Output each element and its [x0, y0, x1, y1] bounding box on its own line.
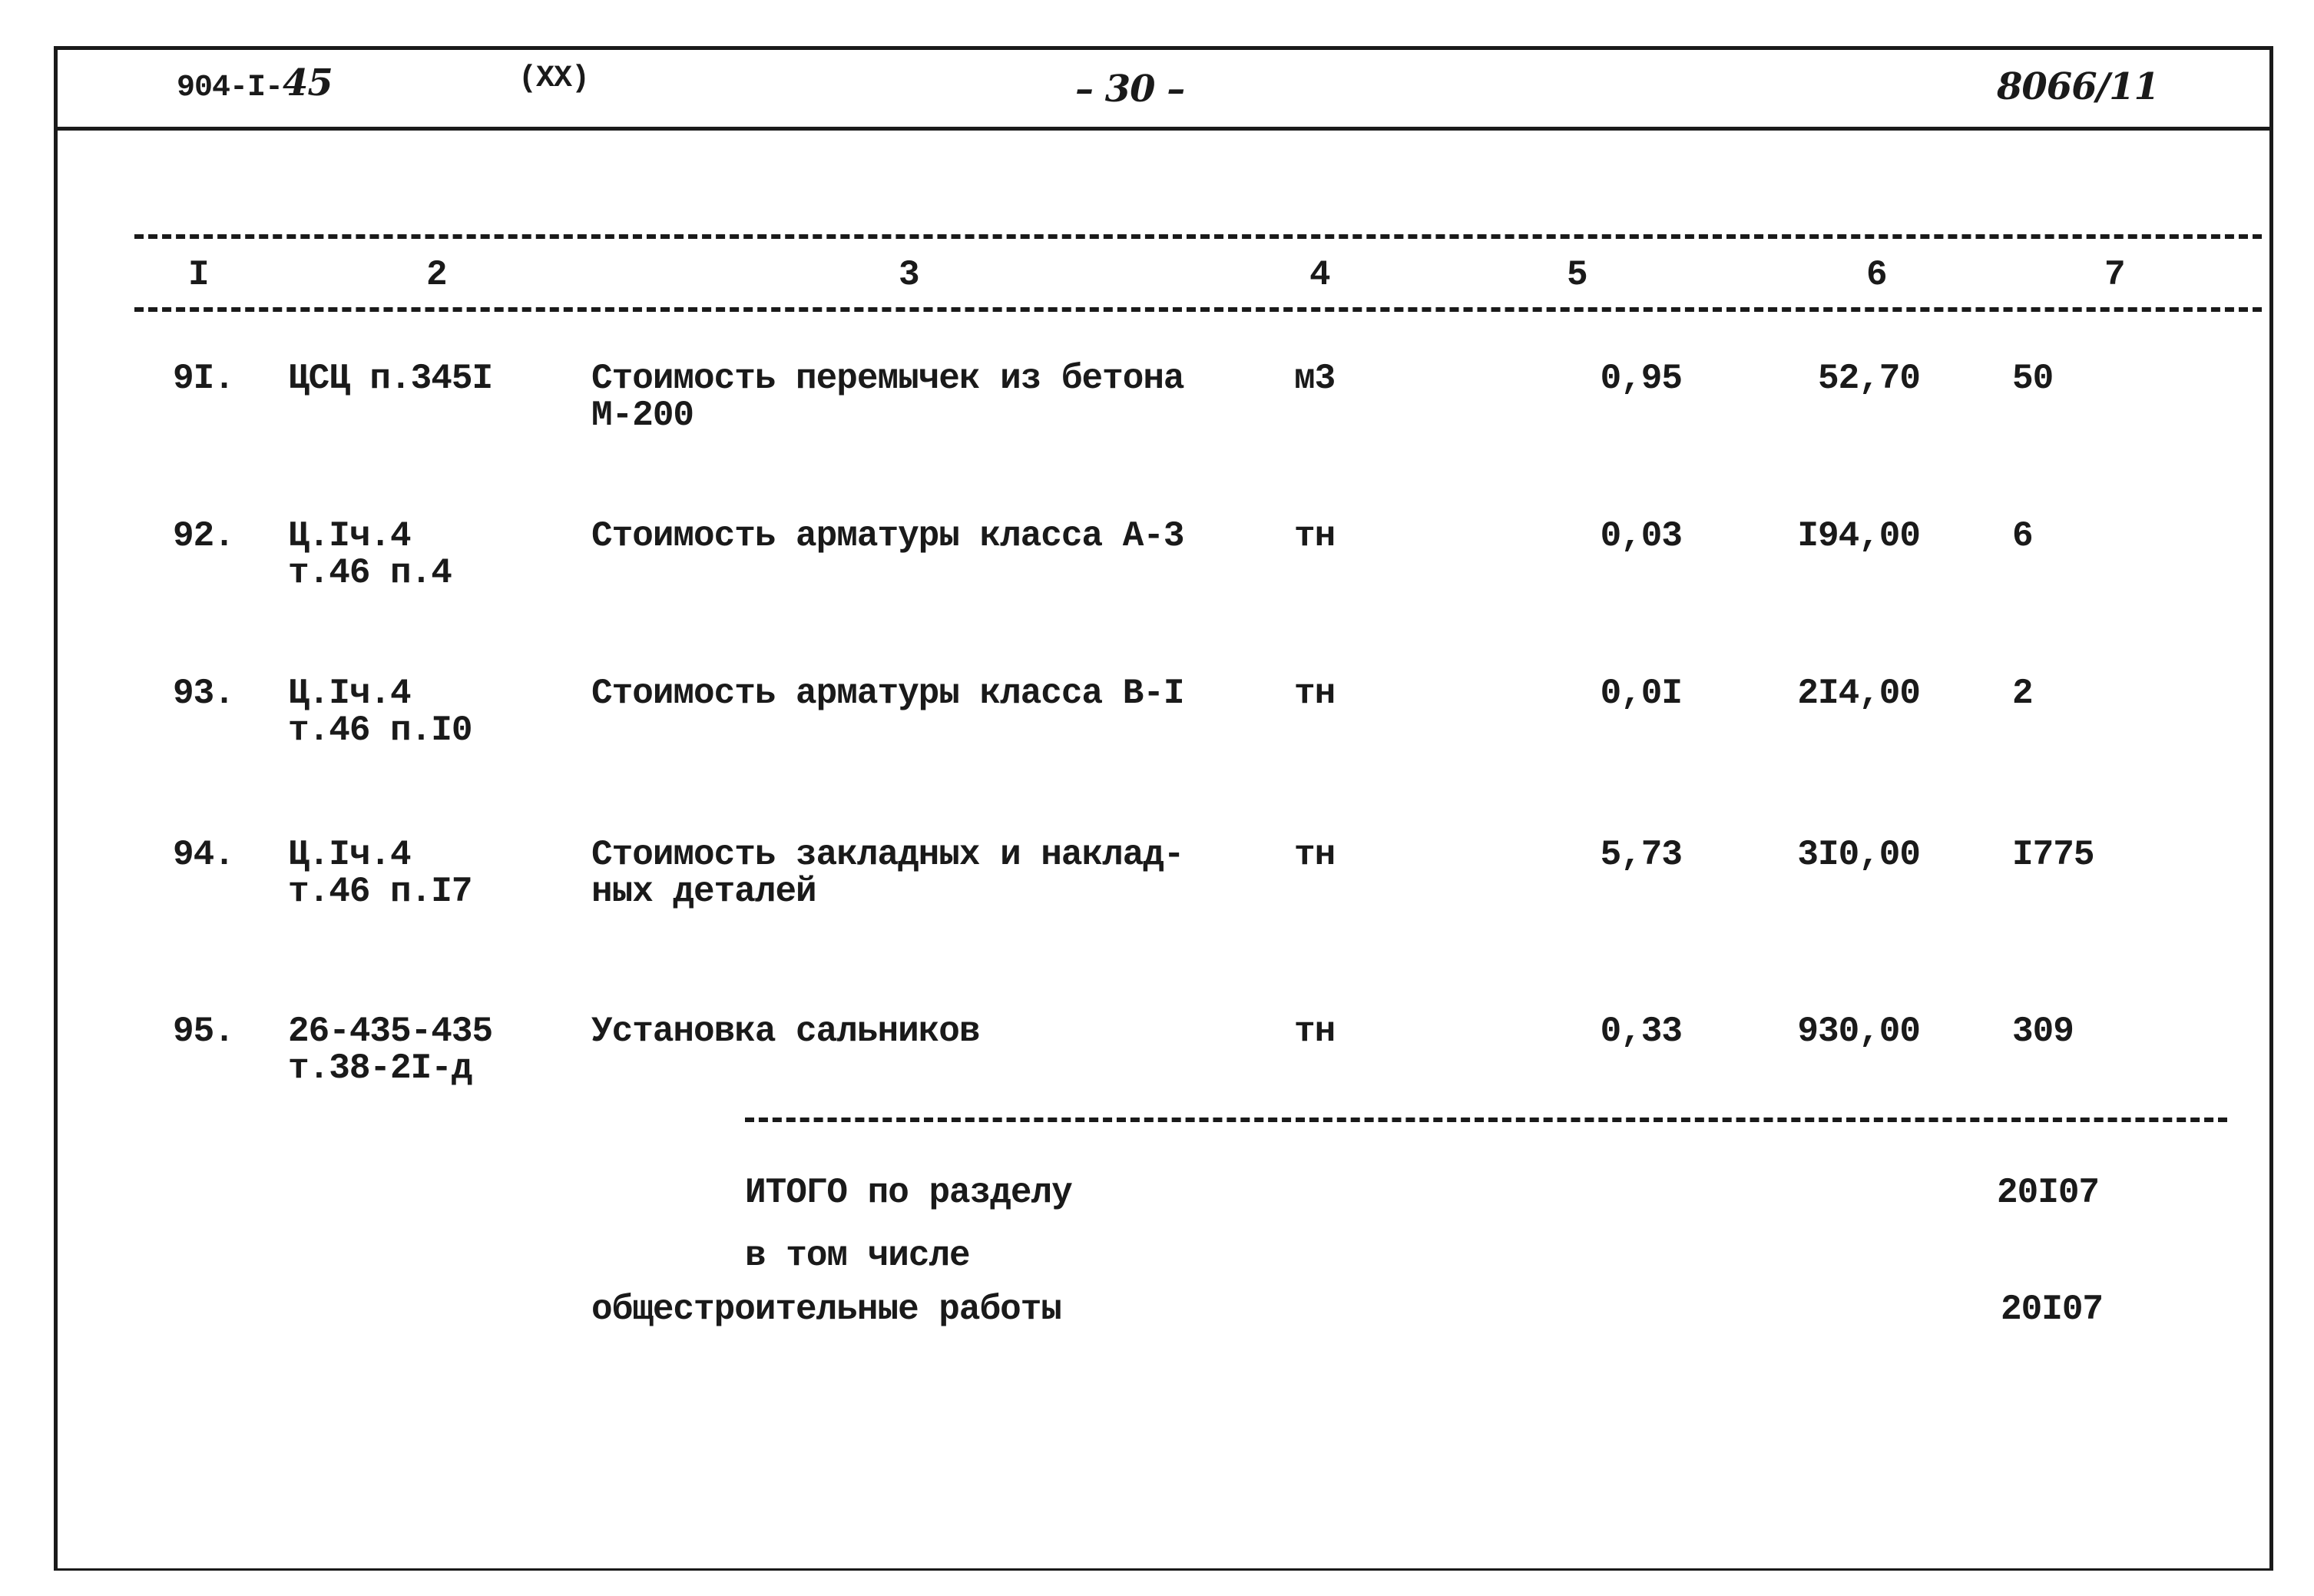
row-number: 95.	[173, 1012, 234, 1051]
row-description-line: Стоимость закладных и наклад-	[591, 835, 1184, 875]
column-header-2: 2	[426, 255, 447, 295]
column-header-1: I	[188, 255, 209, 295]
column-header-5: 5	[1567, 255, 1587, 295]
row-total: 309	[2012, 1012, 2074, 1051]
row-description-line: ных деталей	[591, 872, 816, 912]
row-unit: тн	[1294, 516, 1336, 556]
row-unit-price: 3I0,00	[1797, 835, 1920, 875]
row-code-line: Ц.Iч.4	[288, 516, 411, 556]
doc-code-text: 904-I-	[177, 71, 283, 105]
summary-general-label: общестроительные работы	[591, 1290, 1061, 1329]
column-header-4: 4	[1309, 255, 1330, 295]
row-unit: тн	[1294, 674, 1336, 714]
row-number: 93.	[173, 674, 234, 714]
page-frame	[54, 46, 2273, 1571]
stamp-mark: (XX)	[518, 61, 590, 96]
page-number: – 30 –	[1075, 68, 1185, 111]
row-code-line: ЦСЦ п.345I	[288, 359, 493, 399]
row-quantity: 0,33	[1600, 1012, 1682, 1051]
row-quantity: 5,73	[1600, 835, 1682, 875]
summary-total-label: ИТОГО по разделу	[745, 1173, 1072, 1213]
row-description-line: Стоимость арматуры класса А-3	[591, 516, 1184, 556]
row-code-line: т.46 п.I7	[288, 872, 472, 912]
row-code-line: т.46 п.4	[288, 553, 452, 593]
doc-ref: 8066/11	[1997, 65, 2159, 108]
row-total: I775	[2012, 835, 2094, 875]
row-quantity: 0,95	[1600, 359, 1682, 399]
header-divider	[58, 127, 2269, 131]
table-header-rule	[134, 307, 2262, 312]
row-code-line: Ц.Iч.4	[288, 674, 411, 714]
row-number: 92.	[173, 516, 234, 556]
row-quantity: 0,03	[1600, 516, 1682, 556]
row-description-line: М-200	[591, 396, 694, 435]
summary-including-label: в том числе	[745, 1236, 970, 1276]
row-quantity: 0,0I	[1600, 674, 1682, 714]
row-unit-price: 52,70	[1817, 359, 1920, 399]
row-unit: тн	[1294, 835, 1336, 875]
row-code-line: 26-435-435	[288, 1012, 493, 1051]
row-unit-price: I94,00	[1797, 516, 1920, 556]
doc-code	[177, 61, 333, 105]
row-code-line: Ц.Iч.4	[288, 835, 411, 875]
column-header-7: 7	[2104, 255, 2125, 295]
row-description-line: Установка сальников	[591, 1012, 980, 1051]
row-number: 9I.	[173, 359, 234, 399]
row-unit-price: 2I4,00	[1797, 674, 1920, 714]
row-unit: тн	[1294, 1012, 1336, 1051]
row-description-line: Стоимость перемычек из бетона	[591, 359, 1184, 399]
column-header-3: 3	[899, 255, 919, 295]
row-unit: м3	[1294, 359, 1336, 399]
row-number: 94.	[173, 835, 234, 875]
table-top-rule	[134, 234, 2262, 239]
summary-rule	[745, 1118, 2227, 1122]
row-total: 2	[2012, 674, 2033, 714]
doc-code-handwritten: 45	[283, 61, 333, 104]
row-code-line: т.38-2I-д	[288, 1048, 472, 1088]
row-code-line: т.46 п.I0	[288, 710, 472, 750]
row-unit-price: 930,00	[1797, 1012, 1920, 1051]
row-total: 6	[2012, 516, 2033, 556]
row-description-line: Стоимость арматуры класса В-I	[591, 674, 1184, 714]
column-header-6: 6	[1866, 255, 1887, 295]
summary-total-value: 20I07	[1997, 1173, 2100, 1213]
row-total: 50	[2012, 359, 2054, 399]
summary-general-value: 20I07	[2001, 1290, 2104, 1329]
